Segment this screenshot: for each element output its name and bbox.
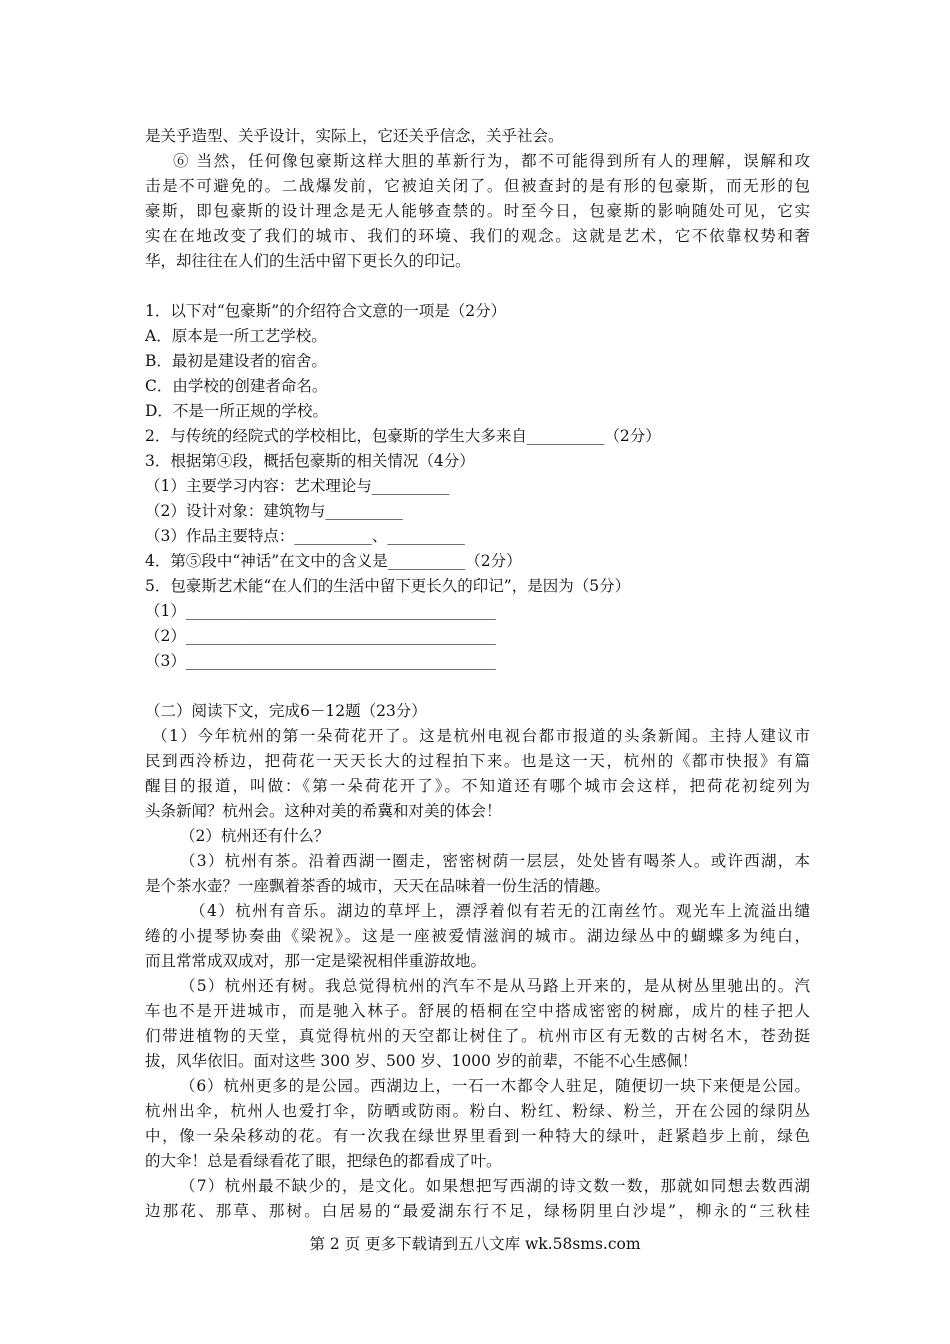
passage-paragraph-7-line: 边那花、那草、那树。白居易的“最爱湖东行不足，绿杨阴里白沙堤”，柳永的“三秋桂 (145, 1202, 810, 1220)
passage-paragraph-7-line: （7）杭州最不缺少的，是文化。如果想把写西湖的诗文数一数，那就如同想去数西湖 (180, 1177, 810, 1195)
paragraph-6-line: 华，却往往在人们的生活中留下更长久的印记。 (145, 252, 471, 270)
question-1-option-d: D．不是一所正规的学校。 (145, 402, 328, 420)
passage-paragraph-2: （2）杭州还有什么？ (180, 827, 330, 845)
question-1: 1．以下对“包豪斯”的介绍符合文意的一项是（2分） (145, 302, 507, 320)
paragraph-6-line: 实在在地改变了我们的城市、我们的环境、我们的观念。这就是艺术，它不依靠权势和奢 (145, 227, 810, 245)
question-3: 3．根据第④段，概括包豪斯的相关情况（4分） (145, 452, 475, 470)
section-2-heading: （二）阅读下文，完成6－12题（23分） (145, 702, 427, 720)
passage-paragraph-1-line: 民到西泠桥边，把荷花一天天长大的过程拍下来。也是这一天，杭州的《都市快报》有篇 (145, 752, 810, 770)
passage-paragraph-1-line: （1）今年杭州的第一朵荷花开了。这是杭州电视台都市报道的头条新闻。主持人建议市 (152, 727, 810, 745)
question-4: 4．第⑤段中“神话”在文中的含义是__________（2分） (145, 552, 522, 570)
passage-paragraph-5-line: （5）杭州还有树。我总觉得杭州的汽车不是从马路上开来的，是从树丛里驰出的。汽 (180, 977, 810, 995)
passage-paragraph-3-line: （3）杭州有茶。沿着西湖一圈走，密密树荫一层层，处处皆有喝茶人。或许西湖，本 (180, 852, 810, 870)
paragraph-6-line: 豪斯，即包豪斯的设计理念是无人能够查禁的。时至今日，包豪斯的影响随处可见，它实 (145, 202, 810, 220)
passage-paragraph-6-line: 的大伞！总是看绿看花了眼，把绿色的都看成了叶。 (145, 1152, 502, 1170)
passage-paragraph-1-line: 醒目的报道，叫做：《第一朵荷花开了》。不知道还有哪个城市会这样，把荷花初绽列为 (145, 777, 810, 795)
question-1-option-c: C．由学校的创建者命名。 (145, 377, 328, 395)
passage-paragraph-4-line: 绻的小提琴协奏曲《梁祝》。这是一座被爱情滋润的城市。湖边绿丛中的蝴蝶多为纯白， (145, 927, 810, 945)
passage-paragraph-5-line: 车也不是开进城市，而是驰入林子。舒展的梧桐在空中搭成密密的树廊，成片的桂子把人 (145, 1002, 810, 1020)
passage-paragraph-1-line: 头条新闻？杭州会。这种对美的希冀和对美的体会！ (145, 802, 502, 820)
paragraph-tail: 是关乎造型、关乎设计，实际上，它还关乎信念，关乎社会。 (145, 127, 564, 145)
question-5-item: （2）________________________________________ (145, 627, 496, 645)
paragraph-6-line: ⑥ 当然，任何像包豪斯这样大胆的革新行为，都不可能得到所有人的理解，误解和攻 (173, 152, 810, 170)
question-5-item: （1）________________________________________ (145, 602, 496, 620)
passage-paragraph-6-line: 杭州出伞，杭州人也爱打伞，防晒或防雨。粉白、粉红、粉绿、粉兰，开在公园的绿阴丛 (145, 1102, 810, 1120)
page-footer: 第 2 页 更多下载请到五八文库 wk.58sms.com (309, 1235, 641, 1253)
question-2: 2．与传统的经院式的学校相比，包豪斯的学生大多来自__________（2分） (145, 427, 661, 445)
passage-paragraph-3-line: 是个茶水壶？一座飘着茶香的城市，天天在品味着一份生活的情趣。 (145, 877, 611, 895)
question-3-item: （3）作品主要特点：__________、__________ (145, 527, 465, 545)
passage-paragraph-4-line: （4）杭州有音乐。湖边的草坪上，漂浮着似有若无的江南丝竹。观光车上流溢出缱 (190, 902, 810, 920)
question-5-item: （3）________________________________________ (145, 652, 496, 670)
question-3-item: （2）设计对象：建筑物与__________ (145, 502, 403, 520)
passage-paragraph-4-line: 而且常常成双成对，那一定是梁祝相伴重游故地。 (145, 952, 487, 970)
passage-paragraph-6-line: （6）杭州更多的是公园。西湖边上，一石一木都令人驻足，随便切一块下来便是公园。 (180, 1077, 810, 1095)
passage-paragraph-5-line: 拔，风华依旧。面对这些 300 岁、500 岁、1000 岁的前辈，不能不心生感佩！ (145, 1052, 698, 1070)
question-5: 5．包豪斯艺术能“在人们的生活中留下更长久的印记”，是因为（5分） (145, 577, 631, 595)
passage-paragraph-6-line: 中，像一朵朵移动的花。有一次我在绿世界里看到一种特大的绿叶，赶紧趋步上前，绿色 (145, 1127, 810, 1145)
question-1-option-a: A．原本是一所工艺学校。 (145, 327, 327, 345)
question-1-option-b: B．最初是建设者的宿舍。 (145, 352, 327, 370)
question-3-item: （1）主要学习内容：艺术理论与__________ (145, 477, 450, 495)
paragraph-6-line: 击是不可避免的。二战爆发前，它被迫关闭了。但被查封的是有形的包豪斯，而无形的包 (145, 177, 810, 195)
passage-paragraph-5-line: 们带进植物的天堂，真觉得杭州的天空都让树住了。杭州市区有无数的古树名木，苍劲挺 (145, 1027, 810, 1045)
